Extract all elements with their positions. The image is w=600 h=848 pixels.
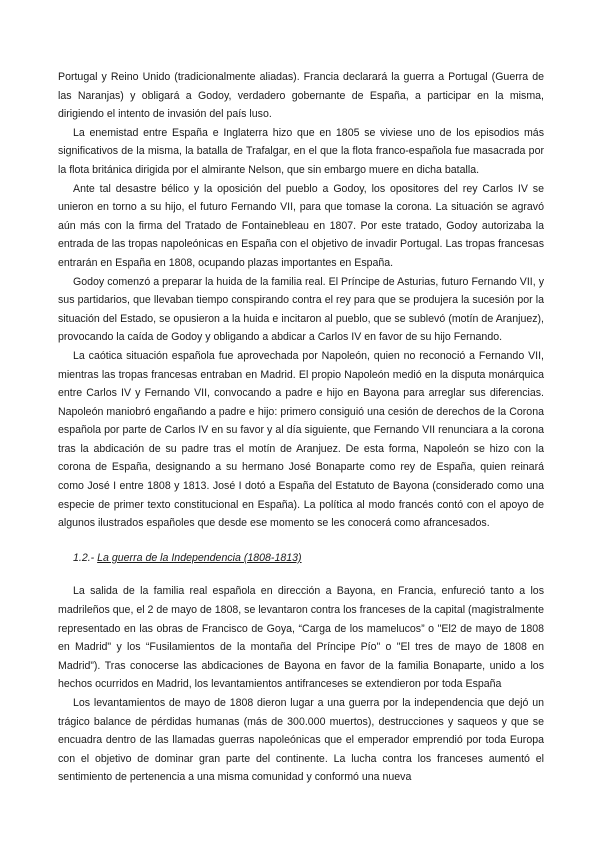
section-heading (73, 549, 544, 568)
paragraph: Los levantamientos de mayo de 1808 dieron lugar a una guerra por la independencia que dejó un trágico balance de pérdidas humanas (más de 300.000 muertos), destrucciones y saqueos y que se encuadra dentro de las llamadas guerras napoleónicas que el emperador emprendió por toda Europa con el objetivo de dominar gran parte del continente. La lucha contra los franceses aumentó el sentimiento de pertenencia a una misma comunidad y conformó una nueva (58, 697, 544, 784)
paragraph: La enemistad entre España e Inglaterra hizo que en 1805 se viviese uno de los episodios más significativos de la misma, la batalla de Trafalgar, en el que la flota franco-española fue masacrada por la flota británica dirigida por el almirante Nelson, que sin embargo muere en dicha batalla. (58, 126, 544, 176)
paragraph: Godoy comenzó a preparar la huida de la familia real. El Príncipe de Asturias, futuro Fernando VII, y sus partidarios, que llevaban tiempo conspirando contra el rey para que se produjera la sucesión por la situación del Estado, se opusieron a la huida e incitaron al pueblo, que se sublevó (motín de Aranjuez), provocando la caída de Godoy y obligando a abdicar a Carlos IV en favor de su hijo Fernando. (58, 275, 544, 344)
section-number: 1.2.- (73, 551, 95, 564)
document-page (58, 68, 544, 787)
paragraph: La caótica situación española fue aprovechada por Napoleón, quien no reconoció a Fernando VII, mientras las tropas francesas entraban en Madrid. El propio Napoleón medió en la disputa monárquica entre Carlos IV y Fernando VII, convocando a padre e hijo en Bayona para arreglar sus diferencias. Napoleón maniobró engañando a padre e hijo: primero consiguió una cesión de derechos de la Corona española por parte de Carlos IV en su favor y al día siguiente, que Fernando VII renunciara a la corona tras la abdicación de su padre tras el motín de Aranjuez. De esta forma, Napoleón se hizo con la corona de España, designando a su hermano José Bonaparte como rey de España, quien reinará como José I entre 1808 y 1813. José I dotó a España del Estatuto de Bayona (considerado como una especie de primer texto constitucional en España). La política al modo francés contó con el apoyo de algunos ilustrados españoles que desde ese momento se les conocerá como afrancesados. (58, 349, 544, 530)
paragraph: Ante tal desastre bélico y la oposición del pueblo a Godoy, los opositores del rey Carlos IV se unieron en torno a su hijo, el futuro Fernando VII, para que tomase la corona. La situación se agravó aún más con la firma del Tratado de Fontainebleau en 1807. Por este tratado, Godoy autorizaba la entrada de las tropas napoleónicas en España con el objetivo de invadir Portugal. Las tropas francesas entrarán en España en 1808, ocupando plazas importantes en España. (58, 182, 544, 269)
paragraph: Portugal y Reino Unido (tradicionalmente aliadas). Francia declarará la guerra a Portugal (Guerra de las Naranjas) y obligará a Godoy, verdadero gobernante de España, a participar en la misma, dirigiendo el intento de invasión del país luso. (58, 71, 544, 121)
section-title: La guerra de la Independencia (1808-1813) (97, 551, 302, 564)
paragraph: La salida de la familia real española en dirección a Bayona, en Francia, enfureció tanto a los madrileños que, el 2 de mayo de 1808, se levantaron contra los franceses de la capital (magistralmente representado en las obras de Francisco de Goya, “Carga de los mamelucos” o "El2 de mayo de 1808 en Madrid" y los “Fusilamientos de la montaña del Príncipe Pío" o "El tres de mayo de 1808 en Madrid”). Tras conocerse las abdicaciones de Bayona en favor de la familia Bonaparte, unido a los hechos ocurridos en Madrid, los levantamientos antifranceses se extendieron por toda España (58, 585, 544, 691)
